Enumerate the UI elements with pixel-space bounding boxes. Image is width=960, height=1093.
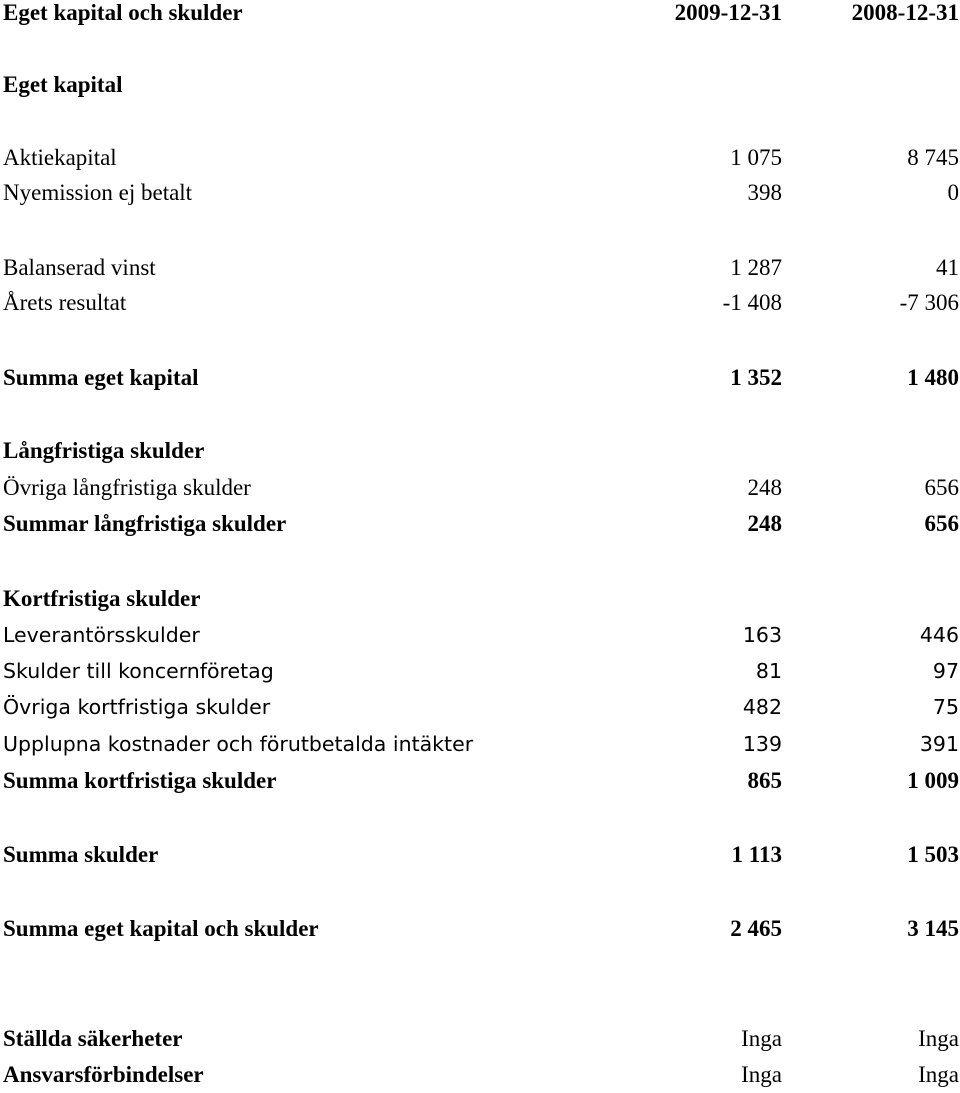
pledged-value-2008: Inga: [918, 1026, 959, 1051]
value-2009: 81: [755, 659, 782, 683]
table-row: [0, 692, 960, 722]
total-row: [0, 766, 960, 796]
total-value-2008: 1 503: [907, 842, 959, 867]
row-label: Upplupna kostnader och förutbetalda intäkter: [3, 732, 474, 756]
total-value-2008: 656: [924, 511, 959, 536]
value-2009: 139: [742, 732, 782, 756]
table-row: [0, 729, 960, 759]
contingent-row: [0, 1060, 960, 1090]
row-label: Balanserad vinst: [3, 255, 156, 280]
equity-heading-row: [0, 70, 960, 100]
value-2009: 248: [747, 475, 782, 500]
table-row: [0, 253, 960, 283]
value-2009: -1 408: [722, 290, 782, 315]
total-label: Summa skulder: [3, 842, 159, 867]
header-row: [0, 0, 960, 28]
total-row: [0, 509, 960, 539]
column-header-2009: 2009-12-31: [674, 0, 782, 25]
total-label: Summa eget kapital och skulder: [3, 916, 319, 941]
pledged-row: [0, 1024, 960, 1054]
table-row: [0, 288, 960, 318]
value-2008: 75: [932, 695, 959, 719]
value-2009: 398: [747, 180, 782, 205]
row-label: Nyemission ej betalt: [3, 180, 193, 205]
value-2008: 8 745: [907, 145, 959, 170]
section-title: Eget kapital och skulder: [3, 0, 243, 25]
total-value-2009: 248: [747, 511, 782, 536]
total-label: Summa kortfristiga skulder: [3, 768, 277, 793]
value-2008: 656: [924, 475, 959, 500]
table-row: [0, 656, 960, 686]
pledged-label: Ställda säkerheter: [3, 1026, 183, 1051]
total-value-2009: 865: [747, 768, 782, 793]
contingent-value-2008: Inga: [918, 1062, 959, 1087]
column-header-2008: 2008-12-31: [851, 0, 959, 25]
value-2008: -7 306: [899, 290, 959, 315]
row-label: Övriga långfristiga skulder: [3, 475, 251, 500]
pledged-value-2009: Inga: [741, 1026, 782, 1051]
value-2008: 0: [947, 180, 959, 205]
total-value-2009: 1 113: [731, 842, 782, 867]
total-value-2008: 1 480: [907, 365, 959, 390]
value-2009: 1 287: [730, 255, 782, 280]
equity-heading: Eget kapital: [3, 72, 123, 97]
value-2008: 391: [919, 732, 959, 756]
total-value-2009: 2 465: [730, 916, 782, 941]
contingent-value-2009: Inga: [741, 1062, 782, 1087]
total-label: Summa eget kapital: [3, 365, 199, 390]
value-2008: 97: [932, 659, 959, 683]
value-2009: 1 075: [730, 145, 782, 170]
table-row: [0, 620, 960, 650]
total-label: Summar långfristiga skulder: [3, 511, 287, 536]
row-label: Leverantörsskulder: [3, 623, 200, 647]
long-term-heading-row: [0, 436, 960, 466]
table-row: [0, 473, 960, 503]
row-label: Övriga kortfristiga skulder: [3, 695, 271, 719]
row-label: Aktiekapital: [3, 145, 117, 170]
row-label: Årets resultat: [3, 290, 127, 315]
total-row: [0, 363, 960, 393]
table-row: [0, 178, 960, 208]
total-liabilities-row: [0, 840, 960, 870]
contingent-label: Ansvarsförbindelser: [3, 1062, 204, 1087]
total-value-2008: 1 009: [907, 768, 959, 793]
value-2008: 446: [919, 623, 959, 647]
total-value-2009: 1 352: [730, 365, 782, 390]
total-value-2008: 3 145: [907, 916, 959, 941]
value-2009: 482: [742, 695, 782, 719]
short-term-heading-row: [0, 584, 960, 614]
value-2009: 163: [742, 623, 782, 647]
long-term-heading: Långfristiga skulder: [3, 438, 205, 463]
table-row: [0, 143, 960, 173]
value-2008: 41: [936, 255, 959, 280]
short-term-heading: Kortfristiga skulder: [3, 586, 201, 611]
row-label: Skulder till koncernföretag: [3, 659, 274, 683]
grand-total-row: [0, 914, 960, 944]
